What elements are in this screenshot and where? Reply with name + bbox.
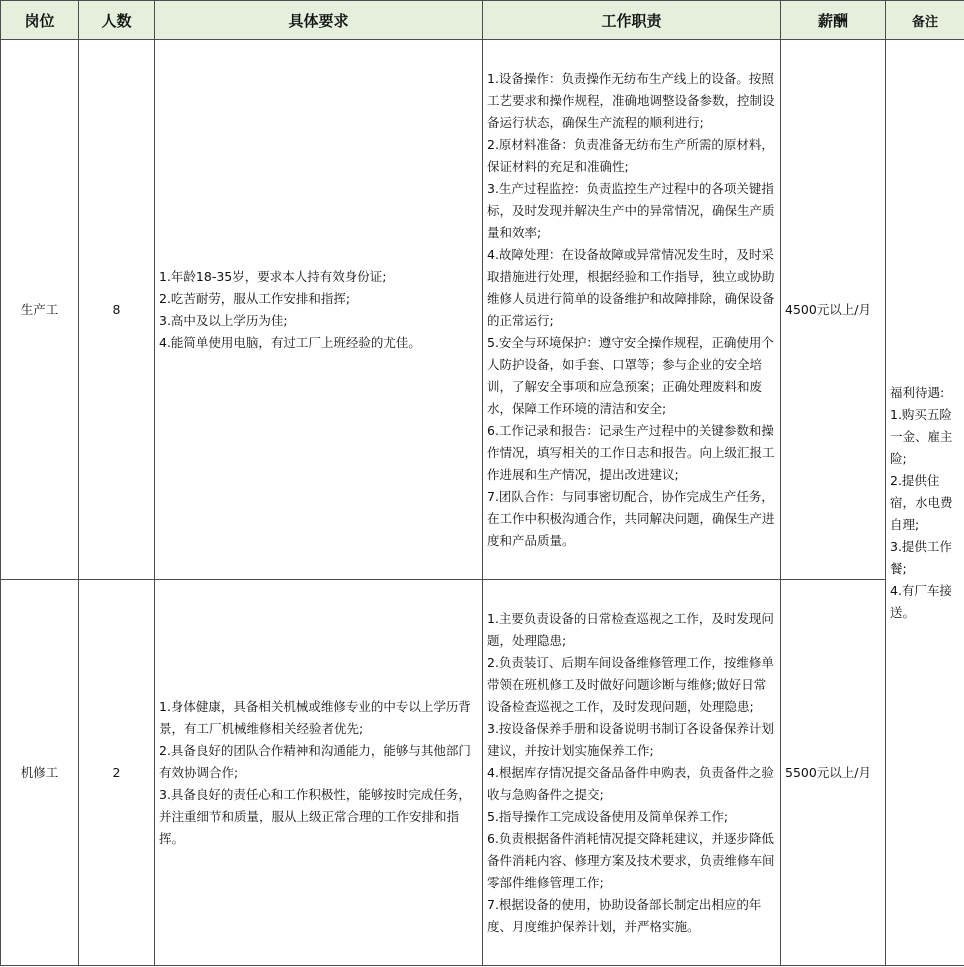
duty-item: 7.团队合作：与同事密切配合，协作完成生产任务，在工作中积极沟通合作，共同解决问题，确保生产进度和产品质量。 [487, 488, 775, 548]
header-row [1, 1, 964, 40]
position-cell: 生产工 [1, 40, 79, 580]
requirements-cell [155, 580, 483, 966]
requirement-item: 2.具备良好的团队合作精神和沟通能力，能够与其他部门有效协调合作; [159, 742, 471, 780]
table-row [1, 580, 964, 966]
duties-cell [483, 40, 781, 580]
requirements-cell [155, 40, 483, 580]
requirement-item: 4.能简单使用电脑，有过工厂上班经验的尤佳。 [159, 334, 421, 350]
duty-item: 4.故障处理：在设备故障或异常情况发生时，及时采取措施进行处理，根据经验和工作指导，独立或协助维修人员进行简单的设备维护和故障排除，确保设备的正常运行; [487, 246, 775, 328]
requirement-item: 2.吃苦耐劳，服从工作安排和指挥; [159, 290, 351, 306]
requirement-item: 3.高中及以上学历为佳; [159, 312, 288, 328]
duty-item: 2.原材料准备：负责准备无纺布生产所需的原材料，保证材料的充足和准确性; [487, 136, 774, 174]
position-cell: 机修工 [1, 580, 79, 966]
duty-item: 2.负责装订、后期车间设备维修管理工作，按维修单带领在班机修工及时做好问题诊断与维修;做好日常设备检查巡视之工作，及时发现问题，处理隐患; [487, 654, 774, 714]
requirement-item: 3.具备良好的责任心和工作积极性，能够按时完成任务，并注重细节和质量，服从上级正常合理的工作安排和指挥。 [159, 786, 471, 846]
header-duties: 工作职责 [483, 1, 781, 40]
header-count: 人数 [79, 1, 155, 40]
duty-item: 3.生产过程监控：负责监控生产过程中的各项关键指标，及时发现并解决生产中的异常情况，确保生产质量和效率; [487, 180, 775, 240]
duty-item: 1.设备操作：负责操作无纺布生产线上的设备。按照工艺要求和操作规程，准确地调整设备参数，控制设备运行状态，确保生产流程的顺利进行; [487, 70, 775, 130]
table-row [1, 40, 964, 580]
duties-cell [483, 580, 781, 966]
header-note: 备注 [886, 1, 964, 40]
note-item: 2.提供住宿，水电费自理; [890, 472, 953, 532]
header-requirements: 具体要求 [155, 1, 483, 40]
header-salary: 薪酬 [781, 1, 886, 40]
duty-item: 7.根据设备的使用，协助设备部长制定出相应的年度、月度维护保养计划，并严格实施。 [487, 896, 762, 934]
salary-cell: 5500元以上/月 [781, 580, 886, 966]
salary-cell: 4500元以上/月 [781, 40, 886, 580]
note-cell [886, 40, 964, 966]
duty-item: 5.指导操作工完成设备使用及简单保养工作; [487, 808, 729, 824]
count-cell: 2 [79, 580, 155, 966]
duty-item: 3.按设备保养手册和设备说明书制订各设备保养计划建议，并按计划实施保养工作; [487, 720, 774, 758]
note-title: 福利待遇: [890, 384, 945, 400]
duty-item: 4.根据库存情况提交备品备件申购表，负责备件之验收与急购备件之提交; [487, 764, 774, 802]
duty-item: 6.工作记录和报告：记录生产过程中的关键参数和操作情况，填写相关的工作日志和报告。向上级汇报工作进展和生产情况，提出改进建议; [487, 422, 775, 482]
count-cell: 8 [79, 40, 155, 580]
requirement-item: 1.身体健康，具备相关机械或维修专业的中专以上学历背景，有工厂机械维修相关经验者优先; [159, 698, 471, 736]
duty-item: 5.安全与环境保护：遵守安全操作规程，正确使用个人防护设备，如手套、口罩等；参与企业的安全培训，了解安全事项和应急预案；正确处理废料和废水，保障工作环境的清洁和安全; [487, 334, 774, 416]
duty-item: 1.主要负责设备的日常检查巡视之工作，及时发现问题，处理隐患; [487, 610, 774, 648]
note-item: 4.有厂车接送。 [890, 582, 952, 620]
header-position: 岗位 [1, 1, 79, 40]
requirement-item: 1.年龄18-35岁，要求本人持有效身份证; [159, 268, 387, 284]
note-item: 1.购买五险一金、雇主险; [890, 406, 953, 466]
duty-item: 6.负责根据备件消耗情况提交降耗建议，并逐步降低备件消耗内容、修理方案及技术要求，负责维修车间零部件维修管理工作; [487, 830, 775, 890]
note-item: 3.提供工作餐; [890, 538, 952, 576]
